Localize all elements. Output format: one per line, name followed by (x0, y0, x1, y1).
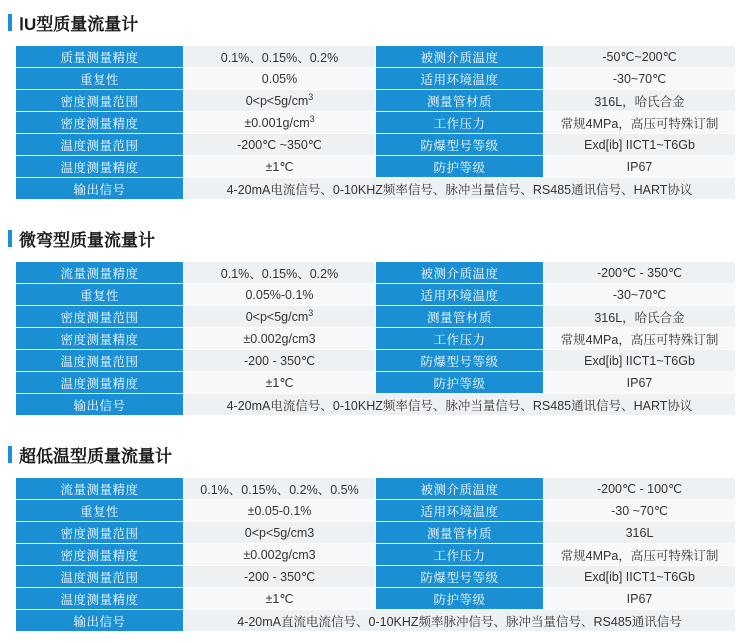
row-value: ±1℃ (184, 372, 376, 394)
row-value: 0.05%-0.1% (184, 284, 376, 306)
row-label: 密度测量范围 (16, 306, 184, 328)
row-value: ±0.002g/cm3 (184, 544, 376, 566)
row-label: 密度测量精度 (16, 544, 184, 566)
spec-table-ultra-low-temp-type (15, 477, 736, 632)
row-label: 被测介质温度 (376, 478, 544, 500)
table-row (16, 500, 736, 522)
table-row-footer (16, 178, 736, 200)
row-label: 测量管材质 (376, 90, 544, 112)
spec-table-u-type (15, 45, 736, 200)
row-label: 防护等级 (376, 156, 544, 178)
row-value: 0<p<5g/cm3 (184, 522, 376, 544)
section-ultra-low-temp-type (0, 432, 750, 632)
section-micro-bend-type (0, 216, 750, 416)
table-row-footer (16, 394, 736, 416)
row-value: 0.1%、0.15%、0.2%、0.5% (184, 478, 376, 500)
table-row (16, 156, 736, 178)
row-label: 输出信号 (16, 178, 184, 200)
row-label: 流量测量精度 (16, 262, 184, 284)
table-row (16, 478, 736, 500)
row-value: -200℃ - 350℃ (544, 262, 736, 284)
row-label: 质量测量精度 (16, 46, 184, 68)
table-row (16, 90, 736, 112)
section-u-type (0, 0, 750, 200)
section-title-text: 微弯型质量流量计 (19, 231, 155, 250)
row-label: 密度测量精度 (16, 328, 184, 350)
title-accent-bar-icon (8, 14, 12, 31)
title-accent-bar-icon (8, 446, 12, 463)
row-value: 常规4MPa，高压可特殊订制 (544, 328, 736, 350)
row-label: 适用环境温度 (376, 500, 544, 522)
section-title-u-type (0, 0, 750, 45)
row-value: Exd[ib] IICT1~T6Gb (544, 350, 736, 372)
row-label: 流量测量精度 (16, 478, 184, 500)
row-value: -200 - 350℃ (184, 566, 376, 588)
row-value: -200℃ ~350℃ (184, 134, 376, 156)
table-row (16, 306, 736, 328)
row-label: 温度测量范围 (16, 566, 184, 588)
section-spacer (0, 416, 750, 432)
table-row (16, 372, 736, 394)
row-value: 316L (544, 522, 736, 544)
row-label: 防爆型号等级 (376, 566, 544, 588)
section-title-text: 超低温型质量流量计 (19, 447, 172, 466)
row-value: IP67 (544, 588, 736, 610)
table-row (16, 544, 736, 566)
row-label: 重复性 (16, 284, 184, 306)
row-value: $0<p<5g/cm^3$ (184, 90, 376, 112)
row-label: 重复性 (16, 500, 184, 522)
table-row (16, 46, 736, 68)
row-value: 0.05% (184, 68, 376, 90)
row-label: 防爆型号等级 (376, 350, 544, 372)
table-row (16, 566, 736, 588)
row-value: -30 ~70℃ (544, 500, 736, 522)
row-label: 温度测量精度 (16, 588, 184, 610)
row-value: -30~70℃ (544, 284, 736, 306)
row-value: IP67 (544, 156, 736, 178)
section-title-micro-bend-type (0, 216, 750, 261)
table-row (16, 588, 736, 610)
row-value: 4-20mA电流信号、0-10KHZ频率信号、脉冲当量信号、RS485通讯信号、HART协议 (184, 394, 736, 416)
row-label: 温度测量范围 (16, 350, 184, 372)
row-label: 重复性 (16, 68, 184, 90)
row-label: 防爆型号等级 (376, 134, 544, 156)
row-label: 适用环境温度 (376, 68, 544, 90)
row-value: ±0.05-0.1% (184, 500, 376, 522)
row-label: 适用环境温度 (376, 284, 544, 306)
row-label: 温度测量精度 (16, 372, 184, 394)
table-row (16, 284, 736, 306)
row-value: $\pm 0.001g/cm^3$ (184, 112, 376, 134)
row-label: 工作压力 (376, 328, 544, 350)
table-row (16, 112, 736, 134)
row-label: 密度测量范围 (16, 90, 184, 112)
row-value: IP67 (544, 372, 736, 394)
title-accent-bar-icon (8, 230, 12, 247)
row-label: 防护等级 (376, 372, 544, 394)
row-label: 温度测量范围 (16, 134, 184, 156)
row-label: 输出信号 (16, 610, 184, 632)
spec-table-micro-bend-type (15, 261, 736, 416)
table-row (16, 68, 736, 90)
row-label: 密度测量范围 (16, 522, 184, 544)
row-value: -50℃~200℃ (544, 46, 736, 68)
row-value: -200℃ - 100℃ (544, 478, 736, 500)
row-label: 工作压力 (376, 112, 544, 134)
row-value: Exd[ib] IICT1~T6Gb (544, 566, 736, 588)
row-value: ±0.002g/cm3 (184, 328, 376, 350)
row-value: ±1℃ (184, 156, 376, 178)
row-value: 316L，哈氏合金 (544, 90, 736, 112)
table-row-footer (16, 610, 736, 632)
row-label: 测量管材质 (376, 306, 544, 328)
row-value: 常规4MPa，高压可特殊订制 (544, 544, 736, 566)
row-label: 防护等级 (376, 588, 544, 610)
row-value: Exd[ib] IICT1~T6Gb (544, 134, 736, 156)
section-spacer (0, 200, 750, 216)
row-value: -30~70℃ (544, 68, 736, 90)
section-title-text: ⅠU型质量流量计 (19, 15, 139, 34)
table-row (16, 522, 736, 544)
row-value: 常规4MPa，高压可特殊订制 (544, 112, 736, 134)
row-value: 4-20mA直流电流信号、0-10KHZ频率脉冲信号、脉冲当量信号、RS485通讯信号 (184, 610, 736, 632)
row-label: 输出信号 (16, 394, 184, 416)
row-label: 温度测量精度 (16, 156, 184, 178)
section-title-ultra-low-temp-type (0, 432, 750, 477)
row-value: 0.1%、0.15%、0.2% (184, 262, 376, 284)
row-value: ±1℃ (184, 588, 376, 610)
row-label: 密度测量精度 (16, 112, 184, 134)
row-value: 0.1%、0.15%、0.2% (184, 46, 376, 68)
table-row (16, 134, 736, 156)
table-row (16, 350, 736, 372)
table-row (16, 262, 736, 284)
row-label: 被测介质温度 (376, 46, 544, 68)
row-value: $0<p<5g/cm^3$ (184, 306, 376, 328)
row-label: 被测介质温度 (376, 262, 544, 284)
table-row (16, 328, 736, 350)
row-value: -200 - 350℃ (184, 350, 376, 372)
row-value: 4-20mA电流信号、0-10KHZ频率信号、脉冲当量信号、RS485通讯信号、HART协议 (184, 178, 736, 200)
row-value: 316L，哈氏合金 (544, 306, 736, 328)
row-label: 工作压力 (376, 544, 544, 566)
row-label: 测量管材质 (376, 522, 544, 544)
